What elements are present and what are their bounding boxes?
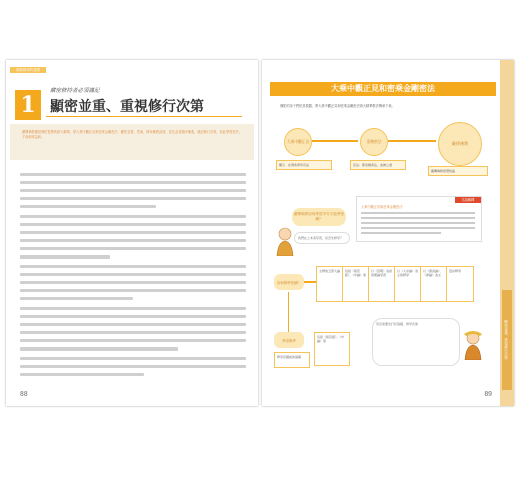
body-paragraph-5 [20, 352, 246, 381]
question-bubble: 藏傳佛教如何學習多年才能學密續？ [292, 208, 346, 226]
body-paragraph-1 [20, 168, 246, 213]
circle-tibetan-buddhism: 藏傳佛教 [438, 122, 482, 166]
text-line [20, 265, 246, 269]
flow-step-6: 逐步修學 [446, 266, 474, 302]
circle-madhyamaka: 大乘中觀正見 [284, 128, 312, 156]
side-tab-bar [500, 60, 514, 406]
text-line [20, 365, 246, 369]
arrow-connector [388, 140, 436, 142]
text-line [361, 217, 475, 219]
flow-step-4: 以《入中論》為主的修學 [394, 266, 422, 302]
text-line [20, 255, 110, 259]
text-line [20, 331, 246, 335]
box-madhyamaka: 顯示、在現象界所有法 [276, 160, 332, 170]
text-line [361, 212, 475, 214]
body-paragraph-3 [20, 260, 246, 305]
concept-diagram [276, 122, 486, 178]
text-line [20, 223, 246, 227]
flow-detail: 包括《般若經》、《中論》等 [314, 332, 350, 366]
circle-vajrayana: 金剛密法 [360, 128, 388, 156]
text-line [20, 347, 178, 351]
flow-start: 如何修學密續？ [274, 274, 304, 290]
title-rule [46, 116, 242, 117]
flow-step-2: 包括《般若經》、《中論》等 [342, 266, 370, 302]
section-tag: 佛教修持的基礎 [10, 67, 46, 73]
text-line [361, 222, 475, 224]
chapter-number: 1 [15, 90, 41, 120]
text-line [20, 339, 246, 343]
text-line [20, 189, 246, 193]
note-header: 名詞解釋 [455, 197, 481, 203]
text-line [20, 205, 156, 209]
chapter-subtitle: 藏密修持者必須謹記 [50, 88, 100, 94]
section-intro: 佛陀的弟子們依其根器，將大乘中觀正見和密乘金剛密法兩大精華教法傳承下來。 [280, 104, 395, 108]
arrow-connector [304, 281, 316, 283]
chapter-title: 顯密並重、重視修行次第 [50, 99, 204, 115]
page-number-left: 88 [20, 391, 28, 398]
page-number-right: 89 [484, 391, 492, 398]
text-line [20, 323, 246, 327]
text-line [20, 315, 246, 319]
intro-box [10, 124, 254, 160]
text-line [20, 239, 246, 243]
intro-text: 藏傳佛教雖是佛陀智慧的兩大精華，即大乘中觀正見和密乘金剛密法，顯密並重，然而，修持佛教甚深，並先必須循序漸進，謹記修行次第，如此學習密法，才會相得益彰。 [22, 130, 242, 139]
text-line [20, 281, 246, 285]
text-line [20, 373, 144, 377]
left-page [6, 60, 258, 406]
text-line [361, 232, 441, 234]
section-header: 大乘中觀正見和密乘金剛密法 [270, 82, 496, 96]
right-page [262, 60, 514, 406]
box-vajrayana: 密法：即金剛乘法，成佛之道 [350, 160, 406, 170]
text-line [20, 247, 246, 251]
monk-illustration-icon [274, 226, 296, 256]
flow-step-5: 以《俱舍論》、《律論》為主 [420, 266, 448, 302]
text-line [20, 215, 246, 219]
flow-step-3: 以《因明》為首的理論學習 [368, 266, 396, 302]
body-paragraph-4 [20, 302, 246, 355]
body-paragraph-2 [20, 210, 246, 263]
flow-result: 修學密續前的基礎 [274, 352, 310, 368]
monk-speech-bubble: 我們在上本書學習，是否先修學？ [294, 232, 350, 244]
text-line [20, 173, 246, 177]
text-line [20, 273, 246, 277]
text-line [20, 231, 246, 235]
box-tibetan: 藏傳佛教智慧結晶 [428, 166, 488, 176]
flow-study: 學習修學 [274, 332, 304, 348]
text-line [20, 307, 246, 311]
text-line [20, 357, 246, 361]
arrow-connector [312, 140, 358, 142]
note-title: 大乘中觀正見和密乘金剛密法 [361, 205, 403, 209]
text-line [20, 181, 246, 185]
text-line [20, 289, 246, 293]
flow-step-1: 主修的五部大論 [316, 266, 344, 302]
text-line [361, 227, 475, 229]
flow-connector [288, 292, 289, 332]
teacher-illustration-icon [462, 330, 484, 360]
text-line [20, 297, 133, 301]
teacher-speech-bubble: 學密前要先打好基礎，修學次第 [372, 318, 460, 366]
definition-note [356, 196, 482, 242]
text-line [20, 197, 246, 201]
vertical-tab-label: 顯密並重、重視修行次第 [502, 290, 512, 390]
book-spread [6, 60, 514, 406]
